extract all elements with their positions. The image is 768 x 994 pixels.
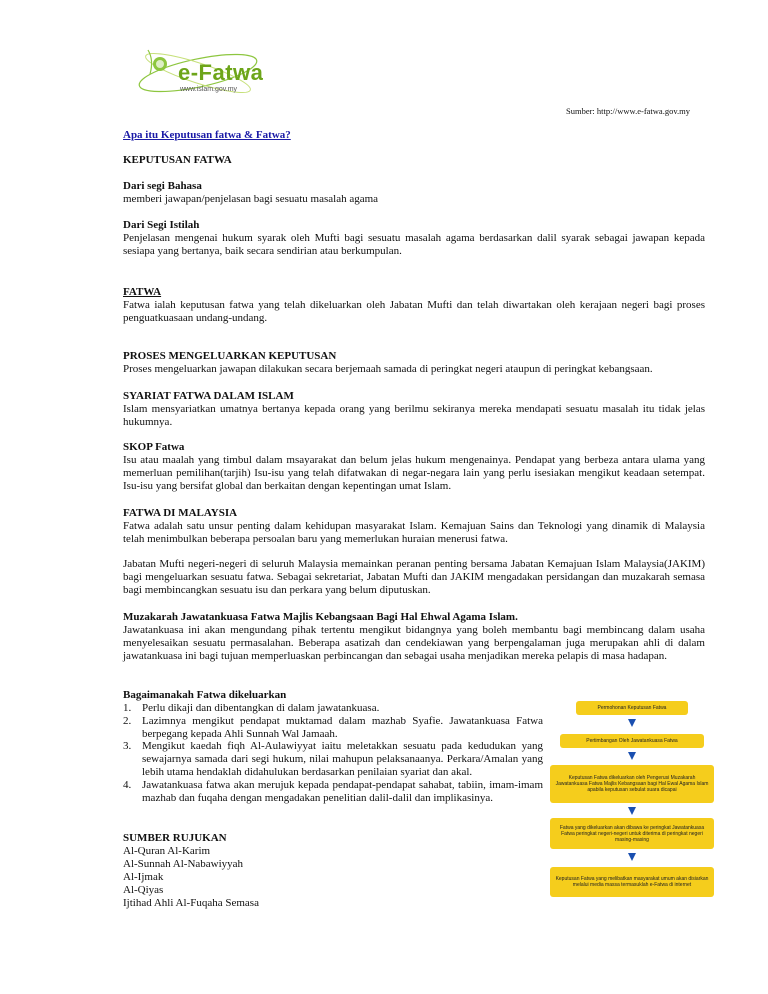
page-heading-link[interactable]: Apa itu Keputusan fatwa & Fatwa? xyxy=(123,129,291,141)
steps-list xyxy=(123,702,543,804)
skop-text: Isu atau maalah yang timbul dalam msayarakat dan belum jelas hukum mengenainya. Pendapat yang berbeza antara ulama yang memerluan pemilihan(tarjih) Isu-isu yang telah difatwakan di negar-negara lain yang perlu isesiakan mengikut keadaan setempat. Isu-isu yang bersifat global dan berkaitan dengan kepentingan umat Islam. xyxy=(123,454,705,492)
section-keputusan-title: KEPUTUSAN FATWA xyxy=(123,154,232,166)
list-number: 3. xyxy=(123,740,132,753)
syariat-title: SYARIAT FATWA DALAM ISLAM xyxy=(123,390,294,402)
bahasa-title: Dari segi Bahasa xyxy=(123,180,202,192)
sumber-item: Al-Qiyas xyxy=(123,884,164,896)
bahasa-text: memberi jawapan/penjelasan bagi sesuatu masalah agama xyxy=(123,193,379,205)
list-number: 1. xyxy=(123,702,132,714)
flow-step-1: Permohonan Keputusan Fatwa xyxy=(576,701,688,715)
sumber-title: SUMBER RUJUKAN xyxy=(123,832,227,844)
flow-step-3: Keputusan Fatwa dikeluarkan oleh Pengerusi Muzakarah Jawatankuasa Fatwa Majlis Kebangsaan bagi Hal Ewal Agama Islam apabila keputusan sebulat suara dicapai xyxy=(550,765,714,803)
istilah-text: Penjelasan mengenai hukum syarak oleh Mufti bagi sesuatu masalah agama berdasarkan dalil syarak sebagai jawapan kepada sesiapa yang bertanya, baik secara sendirian atau berkumpulan. xyxy=(123,232,705,257)
list-number: 2. xyxy=(123,714,132,727)
arrow-down-icon xyxy=(628,807,636,815)
sumber-item: Ijtihad Ahli Al-Fuqaha Semasa xyxy=(123,897,259,909)
list-item xyxy=(123,779,543,805)
list-text: Perlu dikaji dan dibentangkan di dalam jawatankuasa. xyxy=(142,702,380,714)
fatwa-flowchart xyxy=(550,701,714,899)
syariat-text: Islam mensyariatkan umatnya bertanya kepada orang yang berilmu sekiranya mereka mendapati sesuatu masalah itu tidak jelas hukumnya. xyxy=(123,403,705,428)
sumber-item: Al-Sunnah Al-Nabawiyyah xyxy=(123,858,244,870)
list-text: Mengikut kaedah fiqh Al-Aulawiyyat iaitu meletakkan sesuatu pada kedudukan yang sewajarnya samada dari segi hukum, nilai mahupun pelaksanaanya. Perkara/Amalan yang lebih utama hendaklah didahulukan berdasarkan penilaian syariat dan akal. xyxy=(142,740,543,778)
flow-step-4: Fatwa yang dikeluarkan akan dibawa ke peringkat Jawatankuasa Fatwa peringkat negeri-negeri untuk diterima di peringkat negeri masing-masing xyxy=(550,818,714,849)
proses-title: PROSES MENGELUARKAN KEPUTUSAN xyxy=(123,350,337,362)
list-number: 4. xyxy=(123,778,132,791)
flow-step-5: Keputusan Fatwa yang melibatkan masyarakat umum akan disiarkan melalui media massa termasuklah e-Fatwa di internet xyxy=(550,867,714,897)
list-item xyxy=(123,702,543,715)
malaysia-title: FATWA DI MALAYSIA xyxy=(123,507,238,519)
skop-title: SKOP Fatwa xyxy=(123,441,185,453)
sumber-item: Al-Quran Al-Karim xyxy=(123,845,211,857)
sumber-item: Al-Ijmak xyxy=(123,871,164,883)
proses-text: Proses mengeluarkan jawapan dilakukan secara berjemaah samada di peringkat negeri ataupun di peringkat kebangsaan. xyxy=(123,363,653,375)
list-text: Jawatankuasa fatwa akan merujuk kepada pendapat-pendapat sahabat, tabiin, imam-imam mazhab dan fuqaha dengan mengadakan penelitian dalil-dalil dan implikasinya. xyxy=(142,778,543,804)
fatwa-text: Fatwa ialah keputusan fatwa yang telah dikeluarkan oleh Jabatan Mufti dan telah diwartakan oleh kerajaan negeri bagi proses penguatkuasaan undang-undang. xyxy=(123,299,705,324)
fatwa-title: FATWA xyxy=(123,286,162,298)
flow-step-2: Pertimbangan Oleh Jawatankuasa Fatwa xyxy=(560,734,704,748)
list-item xyxy=(123,715,543,741)
malaysia-text-1: Fatwa adalah satu unsur penting dalam kehidupan masyarakat Islam. Kemajuan Sains dan Teknologi yang dinamik di Malaysia telah menimbulkan beberapa persoalan baru yang memerlukan huraian menerusi fatwa. xyxy=(123,520,705,545)
list-item xyxy=(123,740,543,778)
logo-url: www.islam.gov.my xyxy=(180,86,238,93)
muzakarah-text: Jawatankuasa ini akan mengundang pihak tertentu mengikut bidangnya yang boleh membantu bagi membincang dalam usaha menyelesaikan sesuatu permasalahan. Beberapa asatizah dan cendekiawan yang berpengalaman juga merupakan ahli di dalam jawatankuasa ini bagi tujuan memperluaskan perbincangan dan sebagai usaha menjadikan mereka pelapis di masa hadapan. xyxy=(123,624,705,662)
istilah-title: Dari Segi Istilah xyxy=(123,219,200,231)
logo-text: e-Fatwa xyxy=(178,60,264,85)
malaysia-text-2: Jabatan Mufti negeri-negeri di seluruh Malaysia memainkan peranan penting bersama Jabatan Kemajuan Islam Malaysia(JAKIM) bagi mengeluarkan sesuatu fatwa. Sebagai sekretariat, Jabatan Mufti dan JAKIM mengadakan persidangan dan muzakarah semasa bagi membincangkan sesuatu isu dan perkara yang belum diputuskan. xyxy=(123,558,705,596)
list-text: Lazimnya mengikut pendapat muktamad dalam mazhab Syafie. Jawatankuasa Fatwa berpegang kepada Ahli Sunnah Wal Jamaah. xyxy=(142,714,543,740)
muzakarah-title: Muzakarah Jawatankuasa Fatwa Majlis Kebangsaan Bagi Hal Ehwal Agama Islam. xyxy=(123,611,518,623)
bagaimana-title: Bagaimanakah Fatwa dikeluarkan xyxy=(123,689,287,701)
source-note: Sumber: http://www.e-fatwa.gov.my xyxy=(565,106,690,116)
arrow-down-icon xyxy=(628,853,636,861)
arrow-down-icon xyxy=(628,752,636,760)
arrow-down-icon xyxy=(628,719,636,727)
